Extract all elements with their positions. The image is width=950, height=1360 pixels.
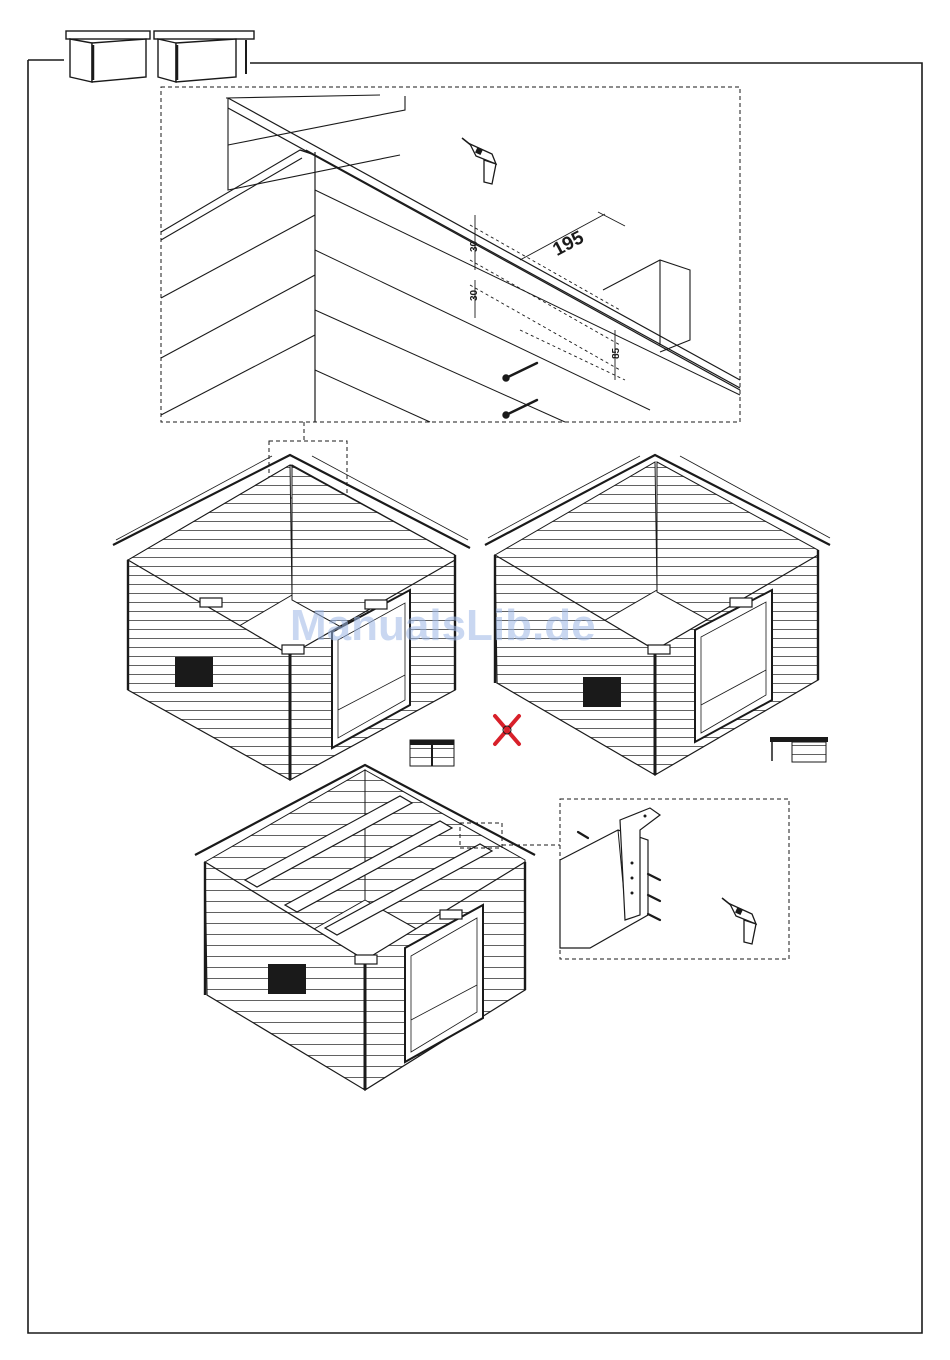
dimension-lines (470, 212, 625, 380)
drill-icon (722, 898, 756, 944)
window-icon (175, 657, 213, 687)
side-wall-logs (161, 150, 315, 415)
screw-lower-icon (504, 400, 538, 418)
drill-icon (462, 138, 496, 184)
corner-post (300, 150, 315, 422)
detail-bracket-fixing (560, 799, 789, 959)
red-cross-icon (495, 716, 519, 744)
top-purlin (228, 98, 740, 390)
shed-closed-icon (410, 740, 454, 766)
shed-thumbnail-closed-icon (66, 31, 150, 82)
detail-purlin-fixing (161, 87, 740, 422)
header-shed-thumbnails (66, 31, 254, 82)
screw-upper-icon (504, 363, 538, 381)
window-icon (583, 677, 621, 707)
watermark-text: ManualsLib.de (290, 601, 596, 650)
dimension-30-b: 30 (469, 289, 480, 301)
window-icon (268, 964, 306, 994)
front-wall-logs (315, 190, 740, 422)
shed-thumbnail-canopy-icon (154, 31, 254, 82)
shed-open-canopy-icon (770, 737, 828, 762)
shed-bottom-purlins (195, 765, 535, 1090)
dimension-30-a: 30 (469, 240, 480, 252)
dimension-85: 85 (611, 347, 622, 359)
dimension-195: 195 (549, 227, 588, 261)
